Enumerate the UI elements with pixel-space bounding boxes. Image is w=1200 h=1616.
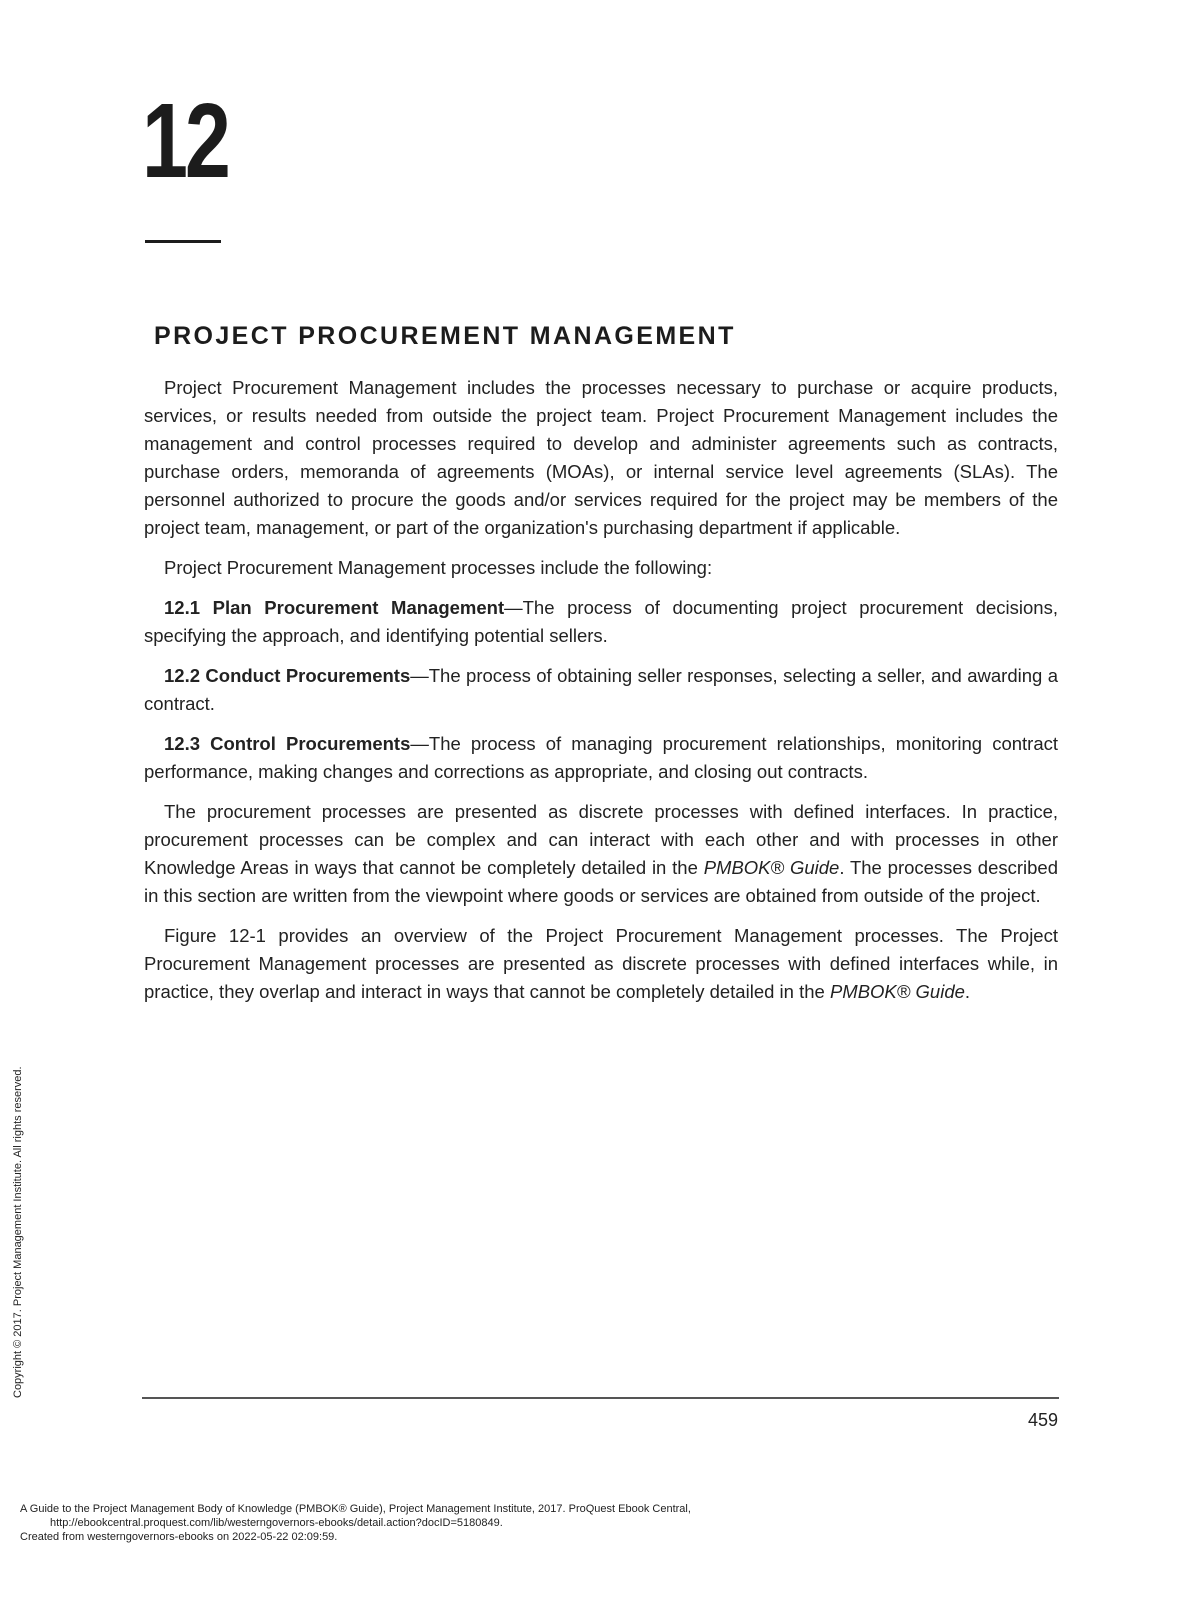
- paragraph-text: The procurement processes are presented as discrete processes with defined interfaces. In practice, procurement processes can be complex and can interact with each other and with processes in other Knowledge Areas in ways that cannot be completely detailed in the: [144, 801, 1058, 878]
- process-description: —The process of documenting project procurement decisions, specifying the approach, and identifying potential sellers.: [144, 597, 1058, 646]
- chapter-rule: [145, 240, 221, 243]
- processes-intro: Project Procurement Management processes include the following:: [164, 557, 713, 578]
- pmbok-guide-title: PMBOK® Guide: [703, 857, 840, 878]
- paragraph-text: . The processes described in this section are written from the viewpoint where goods or services are obtained from outside of the project.: [144, 857, 1059, 906]
- citation-block: [20, 1502, 691, 1544]
- citation-created: Created from westerngovernors-ebooks on 2022-05-22 02:09:59.: [20, 1531, 338, 1543]
- pmbok-guide-title: PMBOK® Guide: [829, 981, 965, 1002]
- side-copyright-notice: Copyright © 2017. Project Management Institute. All rights reserved.: [12, 1066, 24, 1398]
- chapter-title: PROJECT PROCUREMENT MANAGEMENT: [154, 322, 736, 350]
- process-item-12-1: [144, 594, 1058, 650]
- process-item-12-2: [144, 662, 1058, 718]
- intro-paragraph: Project Procurement Management includes the processes necessary to purchase or acquire products, services, or results needed from outside the project team. Project Procurement Management includes the management and control processes required to develop and administer agreements such as contracts, purchase orders, memoranda of agreements (MOAs), or internal service level agreements (SLAs). The personnel authorized to procure the goods and/or services required for the project may be members of the project team, management, or part of the organization's purchasing department if applicable.: [144, 377, 1058, 538]
- process-label: 12.1 Plan Procurement Management: [164, 597, 505, 618]
- discrete-processes-paragraph: [144, 798, 1058, 910]
- process-label: 12.3 Control Procurements: [164, 733, 411, 754]
- footer-rule: [142, 1397, 1059, 1399]
- process-item-12-3: [144, 730, 1058, 786]
- process-label: 12.2 Conduct Procurements: [164, 665, 411, 686]
- process-description: —The process of managing procurement relationships, monitoring contract performance, making changes and corrections as appropriate, and closing out contracts.: [144, 733, 1059, 782]
- citation-line: A Guide to the Project Management Body of Knowledge (PMBOK® Guide), Project Management Institute, 2017. ProQuest Ebook Central,: [20, 1503, 691, 1515]
- paragraph-text: Figure 12-1 provides an overview of the Project Procurement Management processes. The Project Procurement Management processes are presented as discrete processes with defined interfaces while, in practice, they overlap and interact in ways that cannot be completely detailed in the: [144, 925, 1058, 1002]
- citation-url[interactable]: http://ebookcentral.proquest.com/lib/westerngovernors-ebooks/detail.action?docID=5180849.: [50, 1517, 503, 1529]
- chapter-number: 12: [142, 82, 228, 200]
- paragraph-text: .: [964, 981, 971, 1002]
- figure-overview-paragraph: [144, 922, 1058, 1006]
- chapter-body: [144, 374, 1058, 1018]
- page-number: 459: [1027, 1410, 1058, 1430]
- process-description: —The process of obtaining seller responses, selecting a seller, and awarding a contract.: [144, 665, 1059, 714]
